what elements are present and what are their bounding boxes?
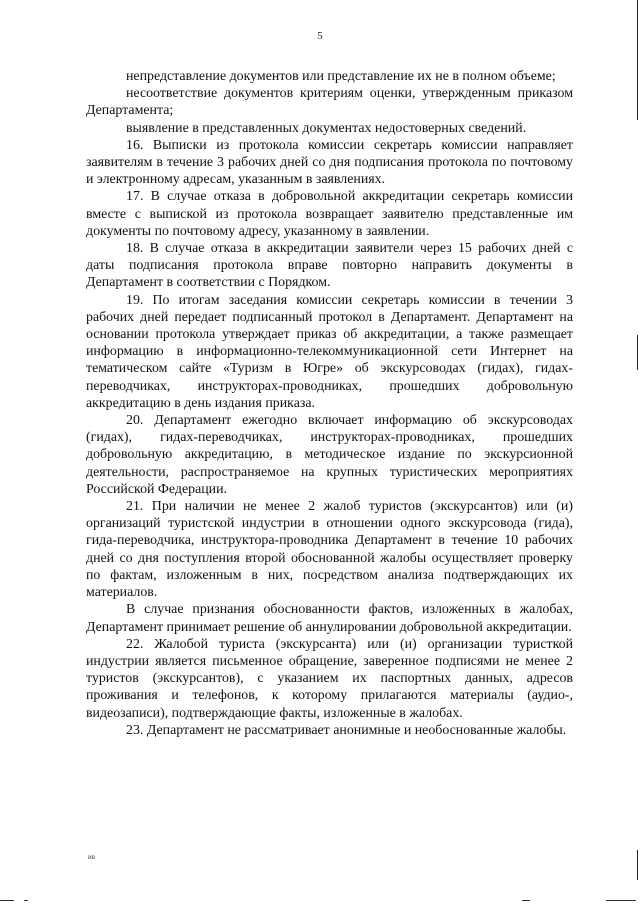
- paragraph-22: 22. Жалобой туриста (экскурсанта) или (и) организации туристкой индустрии является письменное обращение, заверенное подписями не менее 2 туристов (экскурсантов), с указанием их паспортных данных, адресов проживания и телефонов, к которому прилагаются материалы (аудио-, видеозаписи), подтверждающие факты, изложенные в жалобах.: [86, 636, 573, 721]
- paragraph-21: 21. При наличии не менее 2 жалоб туристов (экскурсантов) или (и) организаций туристской индустрии в отношении одного экскурсовода (гида), гида-переводчика, инструктора-проводника Департамент в течение 10 рабочих дней со дня поступления второй обоснованной жалобы осуществляет проверку по фактам, изложенным в них, посредством анализа подтверждающих их материалов.: [86, 499, 573, 601]
- paragraph-16: 16. Выписки из протокола комиссии секретарь комиссии направляет заявителям в течение 3 рабочих дней со дня подписания протокола по почтовому и электронному адресам, указанным в заявлениях.: [86, 137, 573, 188]
- paragraph-item: несоответствие документов критериям оценки, утвержденным приказом Департамента;: [86, 86, 573, 119]
- paragraph-23: 23. Департамент не рассматривает анонимные и необоснованные жалобы.: [126, 722, 567, 738]
- scan-dash: [24, 900, 28, 901]
- scan-edge-line: [637, 335, 638, 370]
- footer-mark: ив: [88, 853, 96, 861]
- paragraph-18: 18. В случае отказа в аккредитации заявители через 15 рабочих дней с даты подписания протокола вправе повторно направить документы в Департамент в соответствии с Порядком.: [86, 241, 573, 291]
- scan-dash: [522, 900, 530, 901]
- paragraph-19: 19. По итогам заседания комиссии секретарь комиссии в течении 3 рабочих дней передает подписанный протокол в Департамент. Департамент на основании протокола утверждает приказ об аккредитации, а также размещает информацию в информационно-телекоммуникационной сети Интернет на тематическом сайте «Туризм в Югре» об экскурсоводах (гидах), гидах-переводчиках, инструкторах-проводниках, прошедших добровольную аккредитацию в день издания приказа.: [86, 292, 573, 411]
- scan-dash: [0, 900, 14, 901]
- paragraph-item: непредставление документов или представление их не в полном объеме;: [126, 69, 556, 84]
- paragraph-item: выявление в представленных документах недостоверных сведений.: [126, 120, 527, 136]
- scan-edge-line: [637, 0, 638, 120]
- paragraph-17: 17. В случае отказа в добровольной аккредитации секретарь комиссии вместе с выпиской из протокола возвращает заявителю представленные им документы по почтовому адресу, указанному в заявлении.: [86, 189, 573, 239]
- document-body: [86, 68, 573, 739]
- scan-edge-line: [637, 850, 638, 880]
- scan-dash: [606, 900, 636, 901]
- paragraph-20: 20. Департамент ежегодно включает информацию об экскурсоводах (гидах), гидах-переводчиках, инструкторах-проводниках, прошедших добровольную аккредитацию, в методическое издание по экскурсионной деятельности, распространяемое на крупных туристических мероприятиях Российской Федерации.: [86, 413, 573, 497]
- page-number: 5: [317, 30, 323, 42]
- paragraph-21-continuation: В случае признания обоснованности фактов, изложенных в жалобах, Департамент принимает решение об аннулировании добровольной аккредитации.: [86, 602, 573, 635]
